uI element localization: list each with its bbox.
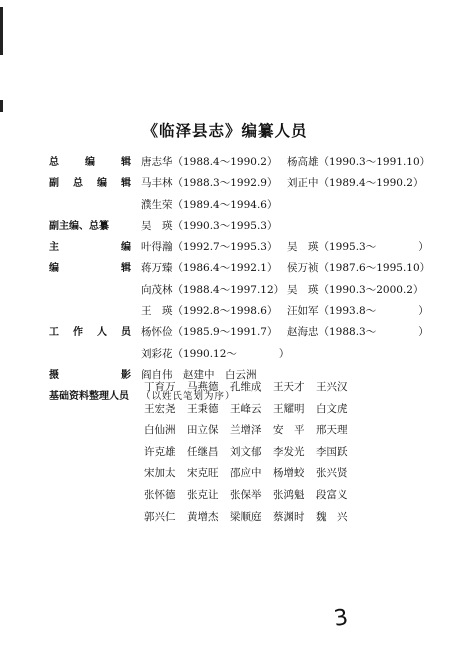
staff-entry: 蒋万臻（1986.4～1992.1） — [141, 262, 278, 275]
staff-entry: 濮生荣（1989.4～1994.6） — [141, 198, 278, 211]
person-name: 王兴汉 — [316, 381, 348, 393]
staff-entry: 刘彩花（1990.12～ ） — [141, 347, 290, 360]
role-label — [49, 173, 131, 194]
staff-list — [49, 152, 439, 408]
names-grid — [144, 377, 359, 528]
person-name: 孔维成 — [230, 381, 262, 393]
role-char: 影 — [121, 369, 131, 381]
person-name: 王峰云 — [230, 402, 262, 415]
role-char: 工 — [49, 327, 59, 339]
staff-entry: 马丰林（1988.3～1992.9） — [141, 177, 278, 190]
role-label — [49, 258, 131, 279]
role-char: 总 — [49, 157, 59, 168]
staff-entry: 侯万祯（1987.6～1995.10） — [287, 262, 431, 275]
page-number: 3 — [332, 605, 350, 632]
person-name: 郭兴仁 — [144, 510, 176, 523]
staff-row — [49, 301, 439, 322]
role-char: 辑 — [121, 178, 131, 190]
staff-entry: 阎自伟 赵建中 白云洲 — [141, 368, 257, 381]
staff-row — [49, 344, 439, 365]
role-label — [49, 237, 131, 258]
role-label — [49, 322, 131, 343]
staff-entry: 吴 瑛（1990.3～1995.3） — [141, 219, 278, 232]
person-name: 张兴贤 — [316, 467, 348, 480]
staff-row — [49, 258, 439, 279]
role-char: 编 — [121, 242, 131, 254]
staff-entry: 汪如军（1993.8～ ） — [287, 305, 429, 318]
role-char: 辑 — [121, 263, 131, 275]
person-name: 邢天理 — [316, 424, 348, 437]
person-name: 许克雄 — [144, 445, 176, 458]
role-char: 编 — [97, 178, 107, 190]
role-char: 编 — [85, 157, 95, 168]
staff-entry: 吴 瑛（1995.3～ ） — [287, 241, 429, 254]
staff-row — [49, 195, 439, 216]
role-label — [49, 365, 131, 386]
role-char: 员 — [121, 327, 131, 339]
staff-entry: 叶得瀚（1992.7～1995.3） — [141, 241, 278, 254]
staff-entry: 王 瑛（1992.8～1998.6） — [141, 305, 278, 318]
names-order-note: （以姓氏笔划为序） — [141, 391, 236, 403]
role-char: 人 — [97, 327, 107, 339]
staff-entry: 赵海忠（1988.3～ ） — [287, 326, 429, 339]
role-char: 作 — [73, 327, 83, 339]
role-char: 副 — [49, 178, 59, 190]
role-char: 编 — [49, 263, 59, 275]
person-name: 杨增蛟 — [273, 467, 305, 480]
names-row — [144, 377, 359, 399]
staff-entry: 杨怀俭（1985.9～1991.7） — [141, 326, 278, 339]
staff-row — [49, 173, 439, 194]
person-name: 张克让 — [187, 488, 219, 501]
person-name: 兰增泽 — [230, 424, 262, 437]
person-name: 王耀明 — [273, 402, 305, 415]
scan-edge-mark — [0, 100, 3, 112]
page-title: 《临泽县志》编纂人员 — [142, 122, 308, 140]
person-name: 李国跃 — [316, 445, 348, 458]
staff-entry: 刘正中（1989.4～1990.2） — [287, 177, 424, 190]
person-name: 任继昌 — [187, 445, 219, 458]
person-name: 丁育万 — [144, 381, 176, 393]
person-name: 王宏尧 — [144, 402, 176, 415]
person-name: 张鸿魁 — [273, 488, 305, 501]
person-name: 白仙洲 — [144, 424, 176, 437]
person-name: 王天才 — [273, 381, 305, 393]
role-label: 基础资料整理人员 — [49, 391, 129, 403]
names-row — [144, 507, 359, 529]
role-char: 总 — [73, 178, 83, 190]
person-name: 宋克旺 — [187, 467, 219, 480]
staff-row — [49, 322, 439, 343]
scan-edge-mark — [0, 7, 3, 55]
person-name: 田立保 — [187, 424, 219, 437]
person-name: 黄增杰 — [187, 510, 219, 523]
staff-entry: 吴 瑛（1990.3～2000.2） — [287, 283, 424, 296]
role-label — [49, 152, 131, 173]
role-char: 辑 — [121, 157, 131, 168]
person-name: 刘文郁 — [230, 445, 262, 458]
staff-entry: 向茂林（1988.4～1997.12） — [141, 283, 285, 296]
person-name: 邵应中 — [230, 467, 262, 480]
person-name: 安 平 — [273, 424, 305, 437]
names-row — [144, 463, 359, 485]
person-name: 魏 兴 — [316, 510, 348, 523]
person-name: 段富义 — [316, 488, 348, 501]
staff-row — [49, 280, 439, 301]
person-name: 蔡渊时 — [273, 510, 305, 523]
staff-entry: 唐志华（1988.4～1990.2） — [141, 156, 278, 168]
staff-entry: 杨高雄（1990.3～1991.10） — [287, 156, 431, 168]
person-name: 白文虎 — [316, 402, 348, 415]
staff-row — [49, 216, 439, 237]
person-name: 李发光 — [273, 445, 305, 458]
person-name: 张怀德 — [144, 488, 176, 501]
role-char: 主 — [49, 242, 59, 254]
names-row — [144, 420, 359, 442]
names-row — [144, 399, 359, 421]
person-name: 马燕德 — [187, 381, 219, 393]
person-name: 张保举 — [230, 488, 262, 501]
names-row — [144, 442, 359, 464]
role-char: 摄 — [49, 369, 59, 381]
staff-row — [49, 237, 439, 258]
role-label: 副主编、总纂 — [49, 220, 109, 232]
person-name: 宋加太 — [144, 467, 176, 480]
person-name: 王秉德 — [187, 402, 219, 415]
person-name: 梁顺庭 — [230, 510, 262, 523]
staff-row — [49, 152, 439, 173]
names-row — [144, 485, 359, 507]
